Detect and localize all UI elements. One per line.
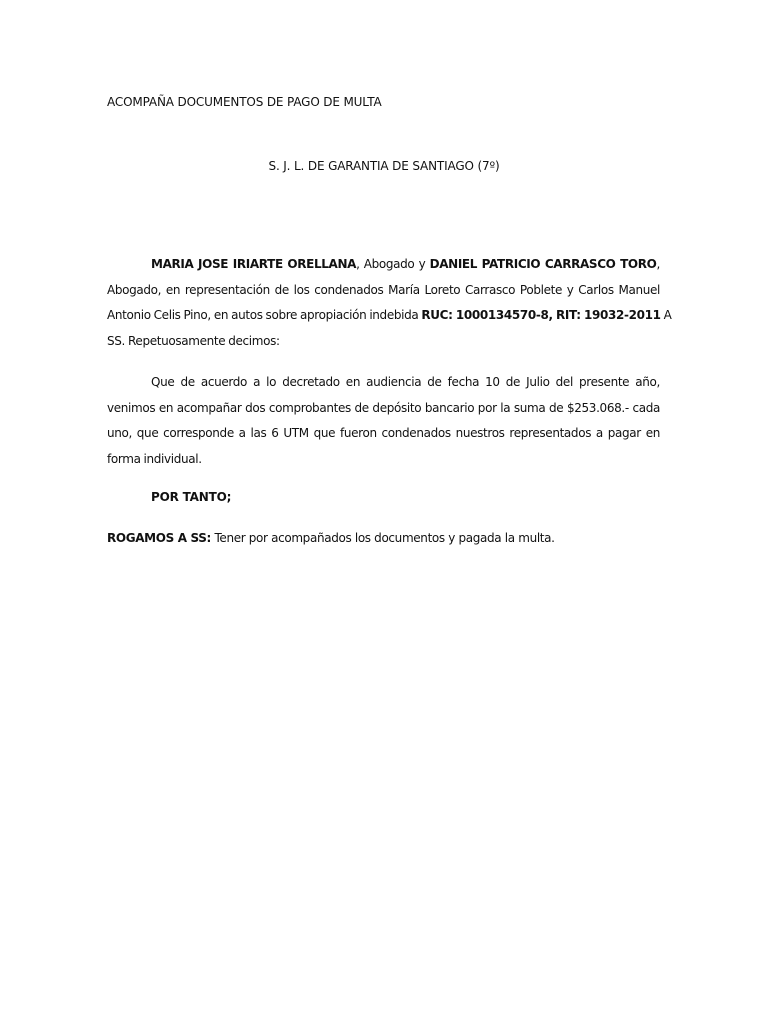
- paragraph-line: [107, 252, 660, 278]
- paragraph-payment: [107, 370, 660, 472]
- paragraph-line: [107, 370, 660, 396]
- text-segment: ,: [656, 257, 660, 271]
- paragraph-line: uno, que corresponde a las 6 UTM que fueron condenados nuestros representados a pagar en: [107, 426, 660, 440]
- por-tanto-heading: POR TANTO;: [151, 490, 232, 504]
- text-segment: Antonio Celis Pino, en autos sobre apropiación indebida: [107, 308, 422, 322]
- paragraph-appearance: [107, 252, 672, 354]
- petition-line: [107, 530, 555, 546]
- court-heading: S. J. L. DE GARANTIA DE SANTIAGO (7º): [268, 159, 500, 173]
- paragraph-line: venimos en acompañar dos comprobantes de depósito bancario por la suma de $253.068.- cada: [107, 400, 660, 415]
- lawyer-name-2: DANIEL PATRICIO CARRASCO TORO: [429, 257, 657, 271]
- paragraph-line: Abogado, en representación de los condenados María Loreto Carrasco Poblete y Carlos Manuel: [107, 282, 660, 297]
- paragraph-line: [107, 303, 672, 329]
- petition-label: ROGAMOS A SS:: [107, 531, 212, 545]
- paragraph-line: forma individual.: [107, 451, 202, 466]
- paragraph-line: SS. Repetuosamente decimos:: [107, 333, 280, 348]
- petition-text: Tener por acompañados los documentos y pagada la multa.: [211, 531, 555, 545]
- lawyer-name-1: MARIA JOSE IRIARTE ORELLANA: [151, 257, 357, 271]
- text-segment: , Abogado y: [356, 257, 430, 271]
- case-identifiers: RUC: 1000134570-8, RIT: 19032-2011: [421, 308, 661, 322]
- text-segment: A: [660, 308, 672, 322]
- text-segment: Que de acuerdo a lo decretado en audiencia de fecha 10 de Julio del presente año,: [151, 375, 660, 389]
- document-title: ACOMPAÑA DOCUMENTOS DE PAGO DE MULTA: [107, 95, 382, 109]
